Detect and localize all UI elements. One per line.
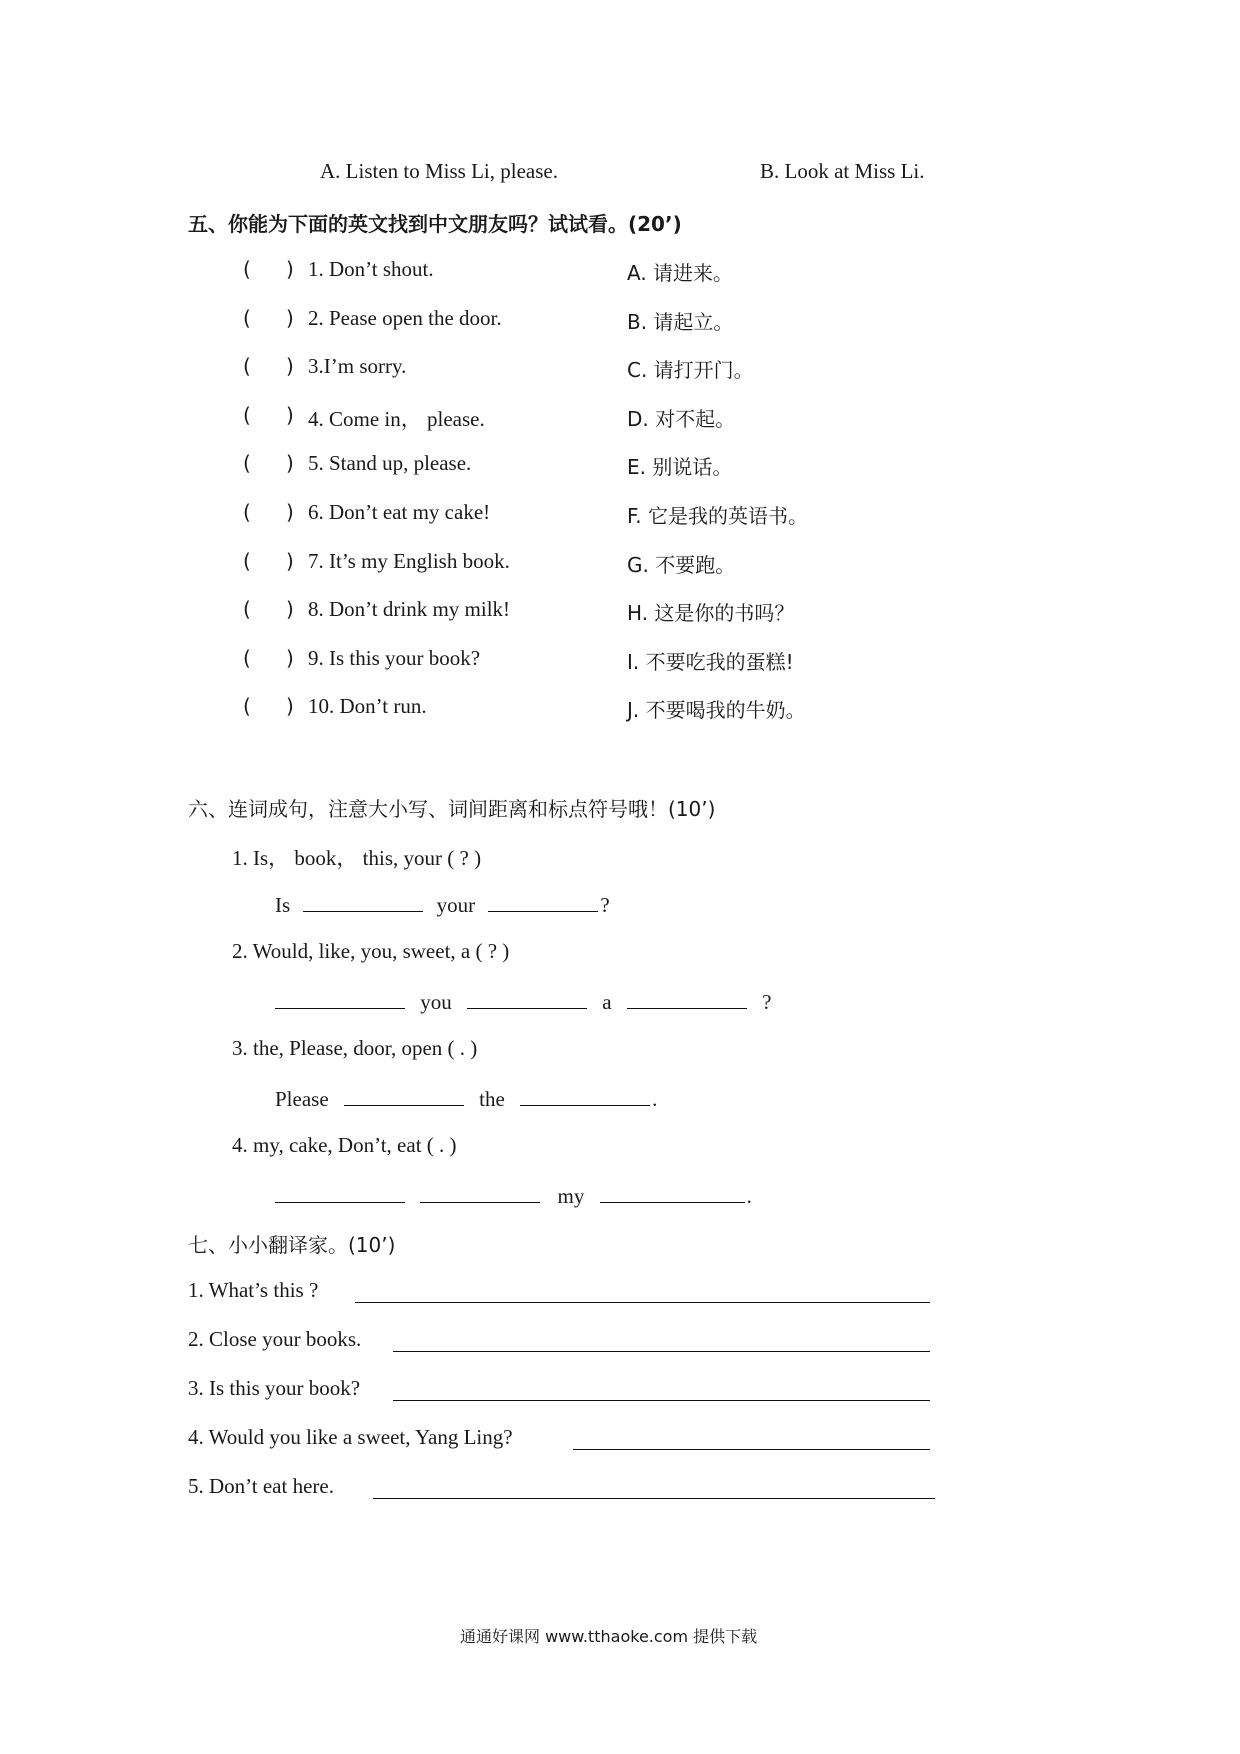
- option-a: A. Listen to Miss Li, please.: [320, 159, 558, 183]
- matching-row: [0, 403, 1240, 433]
- answer-paren-open[interactable]: (: [243, 500, 251, 524]
- english-sentence: 6. Don’t eat my cake!: [308, 500, 491, 524]
- answer-word: the: [479, 1087, 505, 1111]
- answer-paren-open[interactable]: (: [243, 548, 251, 573]
- english-sentence: 9. Is this your book?: [308, 645, 481, 670]
- chinese-option: E. 别说话。: [627, 455, 733, 480]
- english-sentence: 8. Don’t drink my milk!: [308, 597, 511, 622]
- matching-row: [0, 694, 1240, 724]
- translate-item-5: 5. Don’t eat here.: [188, 1474, 334, 1498]
- answer-blank[interactable]: [275, 1182, 405, 1203]
- answer-blank[interactable]: [627, 988, 747, 1009]
- english-sentence: 2. Pease open the door.: [308, 305, 502, 330]
- answer-paren-close[interactable]: ): [286, 451, 294, 476]
- english-sentence: 5. Stand up, please.: [308, 451, 472, 476]
- translate-item-2: 2. Close your books.: [188, 1327, 362, 1351]
- answer-paren-close[interactable]: ): [286, 500, 294, 524]
- chinese-option: G. 不要跑。: [627, 552, 736, 577]
- matching-row: [0, 451, 1240, 481]
- english-sentence: 1. Don’t shout.: [308, 257, 434, 281]
- english-sentence: 10. Don’t run.: [308, 694, 427, 719]
- answer-punct: ?: [600, 893, 610, 917]
- answer-blank[interactable]: [467, 988, 587, 1009]
- answer-punct: ?: [762, 990, 772, 1014]
- translate-item-1: 1. What’s this ?: [188, 1278, 319, 1302]
- answer-word: Please: [275, 1087, 329, 1111]
- answer-paren-close[interactable]: ): [286, 645, 294, 670]
- answer-paren-open[interactable]: (: [243, 597, 251, 622]
- answer-line[interactable]: [355, 1302, 930, 1303]
- answer-paren-close[interactable]: ): [286, 548, 294, 573]
- matching-row: [0, 257, 1240, 287]
- chinese-option: F. 它是我的英语书。: [627, 504, 809, 528]
- answer-paren-close[interactable]: ): [286, 694, 294, 719]
- chinese-option: D. 对不起。: [627, 406, 736, 431]
- answer-paren-close[interactable]: ): [286, 354, 294, 379]
- answer-paren-close[interactable]: ): [286, 402, 294, 427]
- answer-blank[interactable]: [275, 988, 405, 1009]
- answer-paren-open[interactable]: (: [243, 402, 251, 427]
- answer-paren-open[interactable]: (: [243, 305, 251, 330]
- matching-row: [0, 646, 1240, 676]
- reorder-answer-2: [275, 988, 771, 1015]
- chinese-option: A. 请进来。: [627, 261, 734, 285]
- answer-line[interactable]: [373, 1498, 935, 1499]
- reorder-answer-3: [275, 1085, 657, 1112]
- answer-punct: .: [746, 1184, 752, 1208]
- reorder-question-3: 3. the, Please, door, open ( . ): [232, 1036, 478, 1060]
- answer-blank[interactable]: [520, 1085, 650, 1106]
- matching-row: [0, 306, 1240, 336]
- answer-word: a: [602, 990, 612, 1014]
- matching-row: [0, 549, 1240, 579]
- answer-paren-open[interactable]: (: [243, 694, 251, 719]
- answer-blank[interactable]: [420, 1182, 540, 1203]
- answer-blank[interactable]: [303, 891, 423, 912]
- answer-blank[interactable]: [600, 1182, 745, 1203]
- answer-word: Is: [275, 893, 291, 917]
- english-sentence: 7. It’s my English book.: [308, 548, 510, 573]
- answer-blank[interactable]: [344, 1085, 464, 1106]
- answer-paren-open[interactable]: (: [243, 354, 251, 379]
- section7-title: 七、小小翻译家。(10’): [188, 1233, 396, 1257]
- chinese-option: I. 不要吃我的蛋糕!: [627, 649, 794, 674]
- reorder-question-4: 4. my, cake, Don’t, eat ( . ): [232, 1133, 457, 1157]
- reorder-question-2: 2. Would, like, you, sweet, a ( ? ): [232, 939, 510, 963]
- matching-row: [0, 597, 1240, 627]
- answer-word: your: [436, 893, 476, 917]
- translate-item-3: 3. Is this your book?: [188, 1376, 361, 1400]
- matching-row: [0, 354, 1240, 384]
- answer-line[interactable]: [393, 1351, 930, 1352]
- option-b: B. Look at Miss Li.: [760, 159, 925, 183]
- footer-text: 通通好课网 www.tthaoke.com 提供下载: [460, 1627, 758, 1646]
- english-sentence: 3.I’m sorry.: [308, 354, 407, 379]
- english-sentence: 4. Come in， please.: [308, 406, 485, 431]
- matching-row: [0, 500, 1240, 530]
- answer-word: my: [557, 1184, 585, 1208]
- answer-paren-open[interactable]: (: [243, 645, 251, 670]
- reorder-answer-4: [275, 1182, 752, 1209]
- reorder-answer-1: [275, 891, 610, 918]
- answer-punct: .: [652, 1087, 658, 1111]
- translate-item-4: 4. Would you like a sweet, Yang Ling?: [188, 1425, 513, 1449]
- chinese-option: B. 请起立。: [627, 309, 734, 334]
- answer-line[interactable]: [393, 1400, 930, 1401]
- chinese-option: J. 不要喝我的牛奶。: [627, 698, 806, 723]
- section6-title: 六、连词成句，注意大小写、词间距离和标点符号哦！(10’): [188, 797, 716, 821]
- answer-paren-open[interactable]: (: [243, 451, 251, 476]
- answer-paren-close[interactable]: ): [286, 305, 294, 330]
- answer-line[interactable]: [573, 1449, 930, 1450]
- answer-blank[interactable]: [488, 891, 598, 912]
- chinese-option: C. 请打开门。: [627, 358, 754, 383]
- chinese-option: H. 这是你的书吗？: [627, 601, 795, 626]
- answer-word: you: [420, 990, 452, 1014]
- answer-paren-open[interactable]: (: [243, 257, 251, 281]
- reorder-question-1: 1. Is， book， this, your ( ? ): [232, 846, 482, 870]
- section5-title: 五、你能为下面的英文找到中文朋友吗？试试看。(20’): [188, 212, 682, 236]
- answer-paren-close[interactable]: ): [286, 257, 294, 281]
- answer-paren-close[interactable]: ): [286, 597, 294, 622]
